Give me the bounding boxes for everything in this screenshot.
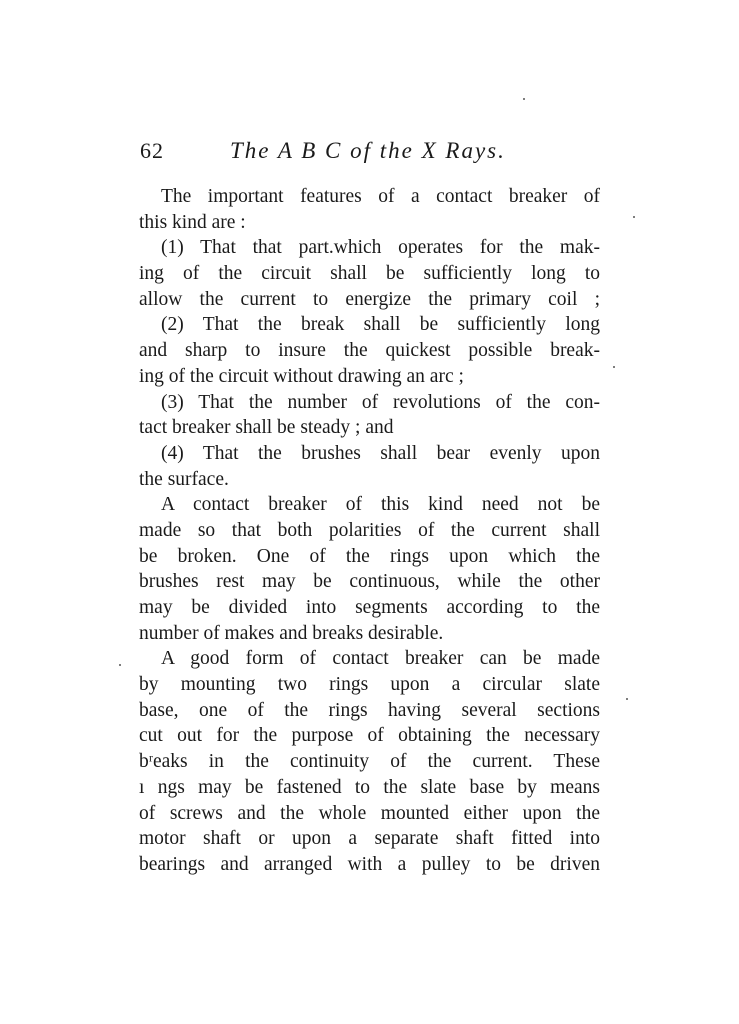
text-line: (4) That the brushes shall bear evenly upon	[161, 442, 600, 464]
text-line: the surface.	[139, 468, 229, 490]
text-line: bʳeaks in the continuity of the current. These	[139, 751, 600, 773]
text-line: ing of the circuit shall be sufficiently long to	[139, 263, 600, 285]
text-line: base, one of the rings having several sections	[139, 699, 600, 721]
text-line: made so that both polarities of the current shall	[139, 519, 600, 541]
paper-speck	[626, 698, 628, 700]
paper-speck	[613, 366, 615, 368]
text-line: this kind are :	[139, 211, 246, 233]
text-line: The important features of a contact breaker of	[161, 186, 600, 207]
text-line: number of makes and breaks desirable.	[139, 622, 444, 644]
text-line: A contact breaker of this kind need not be	[161, 494, 600, 516]
text-line: and sharp to insure the quickest possible break-	[139, 340, 600, 362]
text-line: bearings and arranged with a pulley to be driven	[139, 853, 600, 875]
paper-speck	[523, 98, 525, 100]
text-line: ing of the circuit without drawing an arc ;	[139, 365, 464, 387]
text-line: ı ngs may be fastened to the slate base by means	[139, 776, 600, 798]
text-line: of screws and the whole mounted either upon the	[139, 802, 600, 824]
text-line: cut out for the purpose of obtaining the necessary	[139, 725, 600, 747]
text-line: may be divided into segments according to the	[139, 597, 600, 618]
text-line: A good form of contact breaker can be made	[161, 648, 600, 670]
text-line: (1) That that part.which operates for the mak-	[161, 237, 600, 259]
body-text	[139, 184, 600, 878]
running-title: The A B C of the X Rays.	[230, 138, 506, 163]
text-line: tact breaker shall be steady ; and	[139, 417, 394, 439]
text-line: (3) That the number of revolutions of the con-	[161, 391, 600, 413]
text-line: brushes rest may be continuous, while the other	[139, 571, 600, 593]
paper-speck	[119, 664, 121, 666]
text-line: by mounting two rings upon a circular slate	[139, 674, 600, 696]
running-head	[140, 138, 600, 168]
paper-speck	[633, 216, 635, 218]
text-line: (2) That the break shall be sufficiently long	[161, 314, 600, 336]
text-line: be broken. One of the rings upon which the	[139, 545, 600, 567]
text-line: allow the current to energize the primary coil ;	[139, 288, 600, 310]
text-line: motor shaft or upon a separate shaft fitted into	[139, 828, 600, 850]
page-number: 62	[140, 138, 164, 163]
